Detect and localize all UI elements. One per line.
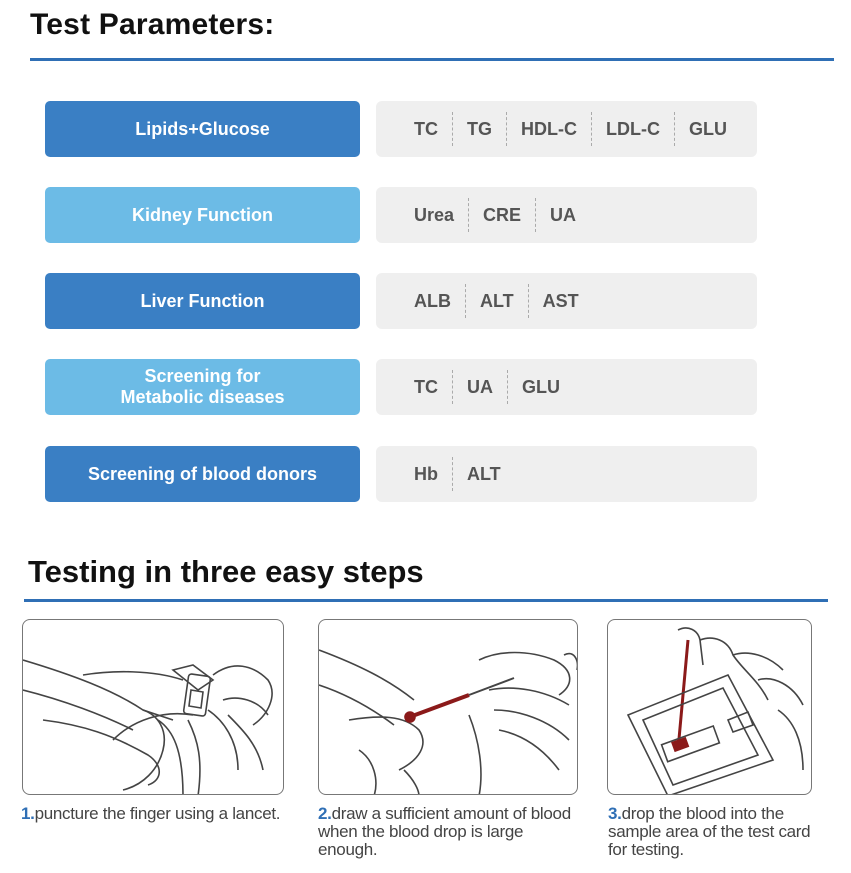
category-label: Screening for Metabolic diseases [45,359,360,415]
step-text: drop the blood into the sample area of the test card for testing. [608,804,811,859]
category-label: Lipids+Glucose [45,101,360,157]
test-values [376,187,757,243]
parameter-row [45,446,757,502]
step-1-caption [21,805,296,823]
test-value: UA [535,198,590,232]
test-value: CRE [468,198,535,232]
test-value: GLU [674,112,741,146]
parameter-row [45,273,757,329]
test-value: UA [452,370,507,404]
divider [30,58,834,61]
step-text: draw a sufficient amount of blood when the blood drop is large enough. [318,804,571,859]
test-value: ALB [414,291,451,311]
test-value: ALT [465,284,528,318]
test-value: TC [414,377,438,397]
category-label: Screening of blood donors [45,446,360,502]
step-2-illustration [318,619,578,795]
parameter-row [45,187,757,243]
test-value: TG [452,112,506,146]
divider [24,599,828,602]
step-3-caption [608,805,823,859]
test-value: Urea [414,205,455,225]
test-value: TC [414,119,438,139]
testing-steps-heading: Testing in three easy steps [28,554,424,589]
test-values [376,273,757,329]
category-label: Liver Function [45,273,360,329]
test-value: ALT [452,457,515,491]
parameter-row [45,359,757,415]
test-value: LDL-C [591,112,674,146]
test-values [376,101,757,157]
test-parameters-heading: Test Parameters: [30,8,275,41]
test-value: Hb [414,464,438,484]
test-values [376,446,757,502]
test-value: AST [528,284,593,318]
test-value: GLU [507,370,574,404]
step-number: 3. [608,804,622,823]
step-2-caption [318,805,583,859]
step-3-illustration [607,619,812,795]
test-values [376,359,757,415]
category-label: Kidney Function [45,187,360,243]
parameter-row [45,101,757,157]
step-1-illustration [22,619,284,795]
step-text: puncture the finger using a lancet. [34,804,281,823]
step-number: 1. [21,804,35,823]
test-value: HDL-C [506,112,591,146]
step-number: 2. [318,804,332,823]
